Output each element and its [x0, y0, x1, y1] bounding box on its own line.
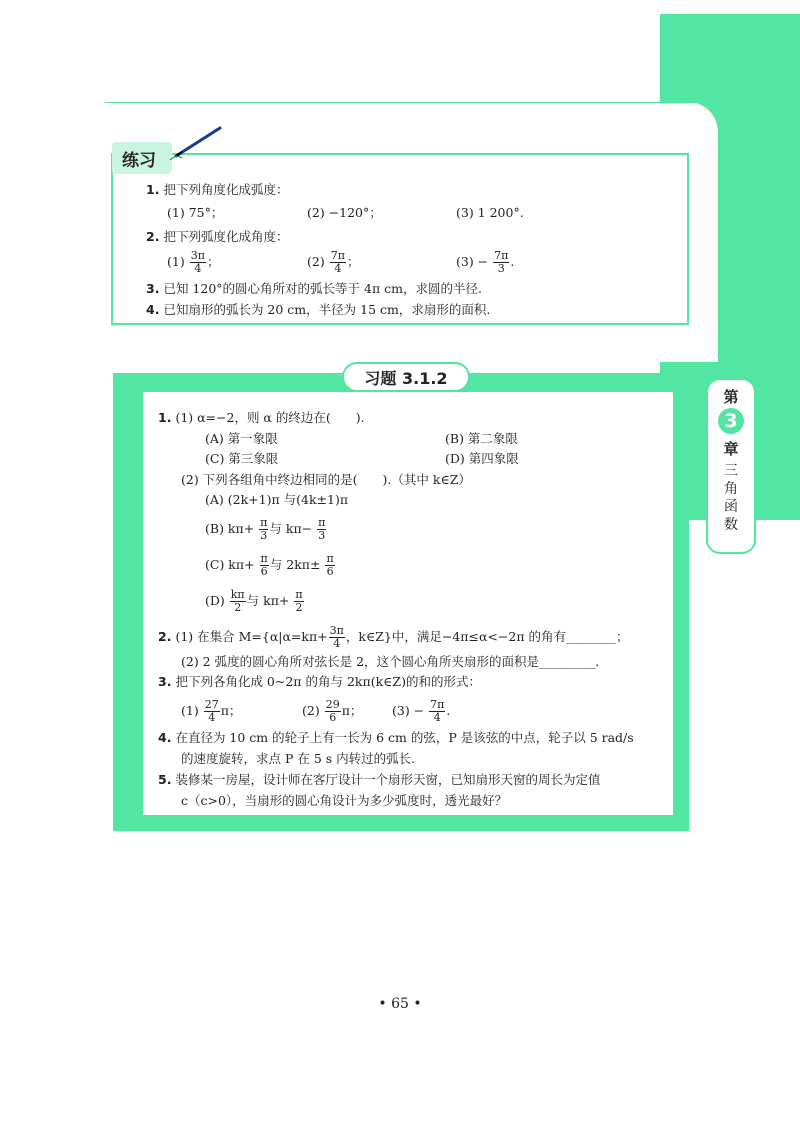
- exercise-title: 练习: [122, 151, 156, 171]
- question-number: 5.: [158, 772, 172, 787]
- fraction: $\frac{\pi}{3}$: [318, 516, 326, 542]
- choice-a: (A) (2k+1)π 与(4k±1)π: [205, 492, 349, 507]
- option-suffix: π；: [220, 703, 242, 718]
- homework-p3-b: [302, 699, 362, 724]
- homework-p3-c: [392, 699, 450, 724]
- chapter-title-char: 角: [724, 481, 738, 497]
- question-number: 3.: [158, 674, 172, 689]
- homework-p3: [158, 674, 481, 690]
- exercise-q1: [146, 182, 288, 198]
- choice-text: 与 2kπ±: [269, 557, 321, 572]
- choice-text: 与 kπ+: [246, 593, 290, 608]
- chapter-title: [708, 462, 754, 534]
- exercise-q2-a: [167, 250, 219, 275]
- choice-text: (C) kπ+: [205, 557, 255, 572]
- homework-p2-2: (2) 2 弧度的圆心角所对弦长是 2，这个圆心角所夹扇形的面积是_________.: [181, 654, 600, 669]
- chapter-title-char: 函: [724, 499, 738, 515]
- option-suffix: ；: [206, 254, 220, 269]
- choice-a: (A) 第一象限: [205, 431, 278, 446]
- choice-b: [205, 517, 327, 542]
- homework-p1-1: [158, 410, 365, 426]
- chapter-label-mid: 章: [723, 440, 739, 458]
- choice-text: (D): [205, 593, 225, 608]
- option-suffix: ；: [346, 254, 360, 269]
- homework-p4-line1: [158, 730, 634, 746]
- question-text: 把下列弧度化成角度：: [163, 229, 289, 244]
- chapter-tab: [706, 378, 756, 554]
- question-text: 已知 120°的圆心角所对的弧长等于 4π cm，求圆的半径.: [163, 281, 482, 296]
- fraction: $\frac{3\pi}{4}$: [329, 624, 344, 650]
- question-text: 把下列角度化成弧度：: [163, 182, 289, 197]
- fraction: $\frac{\pi}{3}$: [260, 516, 268, 542]
- question-text: 已知扇形的弧长为 20 cm，半径为 15 cm，求扇形的面积.: [163, 302, 491, 317]
- chapter-number: 3: [718, 408, 744, 434]
- homework-p1-2: (2) 下列各组角中终边相同的是( ).（其中 k∈Z）: [181, 472, 471, 487]
- question-number: 4.: [146, 302, 160, 317]
- chapter-label-top: 第: [723, 388, 739, 406]
- exercise-q1-a: (1) 75°；: [167, 205, 224, 220]
- question-number: 4.: [158, 730, 172, 745]
- question-number: 1.: [146, 182, 160, 197]
- exercise-q2-c: [456, 250, 514, 275]
- choice-d: (D) 第四象限: [445, 451, 519, 466]
- top-rule: [105, 102, 715, 103]
- fraction: $\frac{\pi}{6}$: [260, 552, 268, 578]
- question-text: (1) 在集合 M={α|α=kπ+: [175, 629, 328, 644]
- question-number: 3.: [146, 281, 160, 296]
- exercise-q4: [146, 302, 490, 318]
- fraction: $\frac{\pi}{2}$: [295, 588, 303, 614]
- choice-d: [205, 589, 305, 614]
- fraction: $\frac{29}{6}$: [325, 698, 340, 724]
- option-prefix: (3) −: [392, 703, 425, 718]
- question-text: ，k∈Z}中，满足−4π≤α<−2π 的角有________；: [345, 629, 629, 644]
- exercise-q1-b: (2) −120°；: [307, 205, 382, 220]
- choice-c: (C) 第三象限: [205, 451, 279, 466]
- homework-p3-a: [181, 699, 241, 724]
- homework-p5-line1: [158, 772, 600, 788]
- exercise-q2: [146, 229, 288, 245]
- exercise-q3: [146, 281, 482, 297]
- homework-p5-line2: c（c>0），当扇形的圆心角设计为多少弧度时，透光最好？: [181, 793, 508, 808]
- question-text: 把下列各角化成 0~2π 的角与 2kπ(k∈Z)的和的形式：: [175, 674, 481, 689]
- fraction: $\frac{27}{4}$: [204, 698, 219, 724]
- chapter-title-char: 数: [724, 517, 738, 533]
- option-suffix: .: [510, 254, 515, 269]
- option-suffix: .: [446, 703, 451, 718]
- chapter-title-char: 三: [724, 463, 738, 479]
- choice-b: (B) 第二象限: [445, 431, 518, 446]
- option-prefix: (2): [302, 703, 320, 718]
- question-text: (1) α=−2，则 α 的终边在( ).: [175, 410, 365, 425]
- homework-p2-1: [158, 625, 629, 650]
- choice-text: 与 kπ−: [269, 521, 313, 536]
- exercise-q2-b: [307, 250, 359, 275]
- pen-icon: [168, 124, 228, 164]
- homework-title: 习题 3.1.2: [364, 369, 448, 388]
- option-prefix: (1): [167, 254, 185, 269]
- fraction: $\frac{7\pi}{4}$: [430, 698, 445, 724]
- option-prefix: (1): [181, 703, 199, 718]
- question-number: 2.: [146, 229, 160, 244]
- fraction: $\frac{7\pi}{4}$: [330, 249, 345, 275]
- homework-p4-line2: 的速度旋转，求点 P 在 5 s 内转过的弧长.: [181, 751, 416, 766]
- question-number: 2.: [158, 629, 172, 644]
- question-number: 1.: [158, 410, 172, 425]
- page-number: • 65 •: [378, 996, 422, 1012]
- exercise-q1-c: (3) 1 200°.: [456, 205, 524, 220]
- choice-text: (B) kπ+: [205, 521, 255, 536]
- choice-c: [205, 553, 336, 578]
- fraction: $\frac{\pi}{6}$: [326, 552, 334, 578]
- option-suffix: π；: [341, 703, 363, 718]
- option-prefix: (3) −: [456, 254, 489, 269]
- question-text: 在直径为 10 cm 的轮子上有一长为 6 cm 的弦，P 是该弦的中点，轮子以 5 rad/s: [175, 730, 634, 745]
- fraction: $\frac{7\pi}{3}$: [494, 249, 509, 275]
- fraction: $\frac{3\pi}{4}$: [190, 249, 205, 275]
- question-text: 装修某一房屋，设计师在客厅设计一个扇形天窗，已知扇形天窗的周长为定值: [175, 772, 601, 787]
- fraction: $\frac{k\pi}{2}$: [230, 588, 245, 614]
- option-prefix: (2): [307, 254, 325, 269]
